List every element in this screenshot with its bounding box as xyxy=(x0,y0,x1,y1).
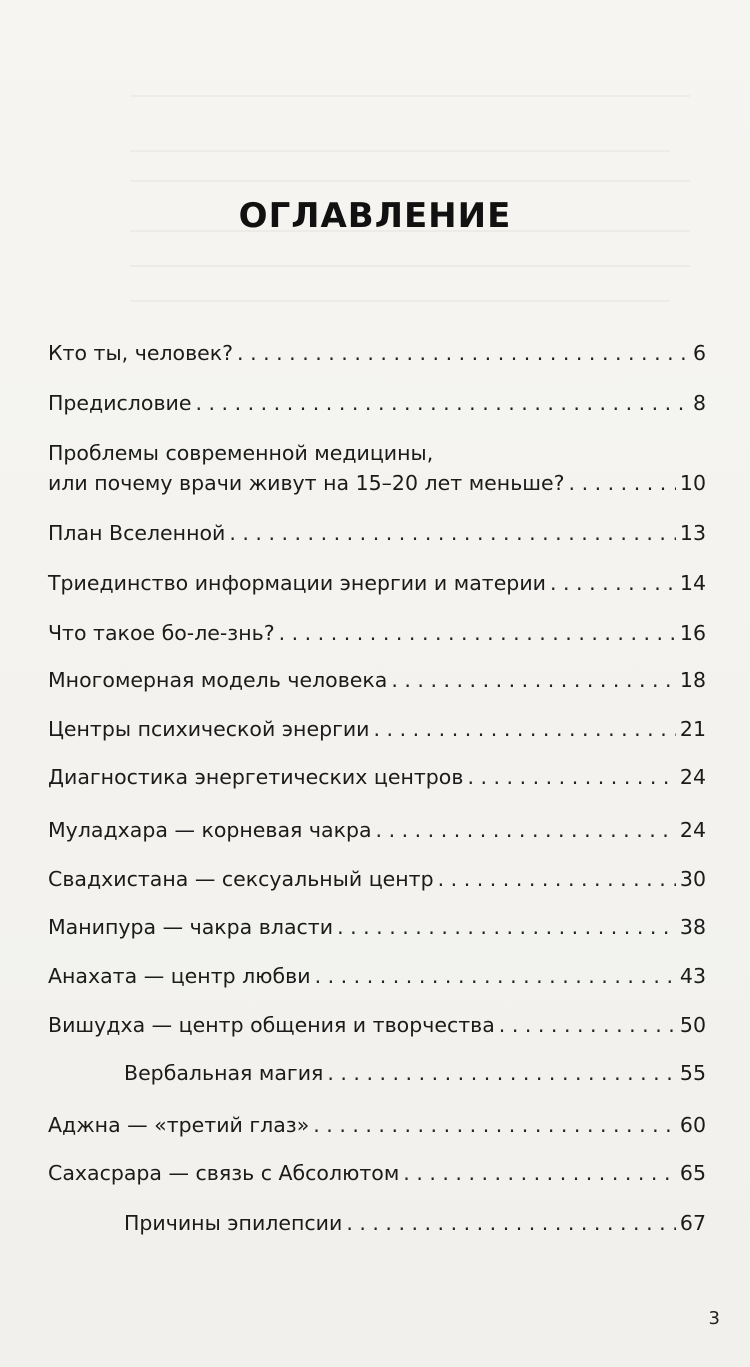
toc-entry xyxy=(48,1158,706,1188)
leader-dots xyxy=(337,912,676,942)
leader-dots xyxy=(195,388,688,418)
leader-dots xyxy=(346,1208,676,1238)
toc-entry-title: Причины эпилепсии xyxy=(124,1211,343,1235)
toc-entry-title: Аджна — «третий глаз» xyxy=(48,1113,310,1137)
leader-dots xyxy=(467,762,675,792)
toc-entry-title: Сахасрара — связь с Абсолютом xyxy=(48,1161,400,1185)
leader-dots xyxy=(279,618,676,648)
toc-entry-title: Центры психической энергии xyxy=(48,717,370,741)
toc-entry xyxy=(48,912,706,942)
toc-entry-title: Что такое бо-ле-знь? xyxy=(48,621,275,645)
toc-entry-page: 67 xyxy=(679,1211,706,1235)
toc-entry-page: 38 xyxy=(679,915,706,939)
leader-dots xyxy=(237,338,689,368)
toc-entry-title: Свадхистана — сексуальный центр xyxy=(48,867,434,891)
toc-entry xyxy=(48,568,706,598)
toc-entry-page: 24 xyxy=(679,765,706,789)
toc-entry-page: 60 xyxy=(679,1113,706,1137)
toc-entry xyxy=(48,762,706,792)
leader-dots xyxy=(315,961,676,991)
toc-entry-title: Кто ты, человек? xyxy=(48,341,234,365)
leader-dots xyxy=(403,1158,676,1188)
toc-entry-title: Муладхара — корневая чакра xyxy=(48,818,372,842)
page-title: ОГЛАВЛЕНИЕ xyxy=(238,196,512,236)
toc-entry xyxy=(48,864,706,894)
toc-entry-title: План Вселенной xyxy=(48,521,226,545)
leader-dots xyxy=(376,815,676,845)
toc-entry xyxy=(48,468,706,498)
toc-entry xyxy=(48,714,706,744)
toc-entry-page: 13 xyxy=(679,521,706,545)
toc-entry-title: Манипура — чакра власти xyxy=(48,915,334,939)
leader-dots xyxy=(229,518,676,548)
toc-entry xyxy=(48,1010,706,1040)
leader-dots xyxy=(374,714,676,744)
toc-entry-page: 21 xyxy=(679,717,706,741)
toc-entry xyxy=(48,665,706,695)
toc-entry-title: или почему врачи живут на 15–20 лет меньше? xyxy=(48,471,565,495)
toc-entry-title: Вербальная магия xyxy=(124,1061,324,1085)
toc-entry xyxy=(48,1110,706,1140)
toc-entry-page: 18 xyxy=(679,668,706,692)
toc-entry-title: Триединство информации энергии и материи xyxy=(48,571,546,595)
leader-dots xyxy=(550,568,676,598)
toc-entry-page: 14 xyxy=(679,571,706,595)
toc-entry-page: 43 xyxy=(679,964,706,988)
toc-entry-title: Вишудха — центр общения и творчества xyxy=(48,1013,495,1037)
toc-entry xyxy=(48,518,706,548)
toc-subentry xyxy=(124,1208,706,1238)
toc-subentry xyxy=(124,1058,706,1088)
toc-entry-title-line1: Проблемы современной медицины, xyxy=(48,441,434,465)
page-number: 3 xyxy=(708,1308,720,1329)
toc-entry-page: 30 xyxy=(679,867,706,891)
toc-entry-page: 10 xyxy=(679,471,706,495)
leader-dots xyxy=(391,665,676,695)
toc-entry xyxy=(48,961,706,991)
leader-dots xyxy=(438,864,676,894)
toc-entry-page: 65 xyxy=(679,1161,706,1185)
toc-entry-page: 8 xyxy=(692,391,706,415)
leader-dots xyxy=(313,1110,676,1140)
toc-entry-title: Многомерная модель человека xyxy=(48,668,388,692)
toc-entry-page: 16 xyxy=(679,621,706,645)
toc-entry-page: 24 xyxy=(679,818,706,842)
toc-entry-title: Анахата — центр любви xyxy=(48,964,311,988)
toc-entry xyxy=(48,338,706,368)
toc-entry xyxy=(48,815,706,845)
toc-entry-page: 6 xyxy=(692,341,706,365)
toc-entry-page: 50 xyxy=(679,1013,706,1037)
leader-dots xyxy=(499,1010,676,1040)
leader-dots xyxy=(327,1058,676,1088)
toc-entry-title: Предисловие xyxy=(48,391,192,415)
leader-dots xyxy=(569,468,676,498)
toc-entry-title: Диагностика энергетических центров xyxy=(48,765,464,789)
toc-entry-page: 55 xyxy=(679,1061,706,1085)
toc-entry xyxy=(48,618,706,648)
toc-entry xyxy=(48,388,706,418)
